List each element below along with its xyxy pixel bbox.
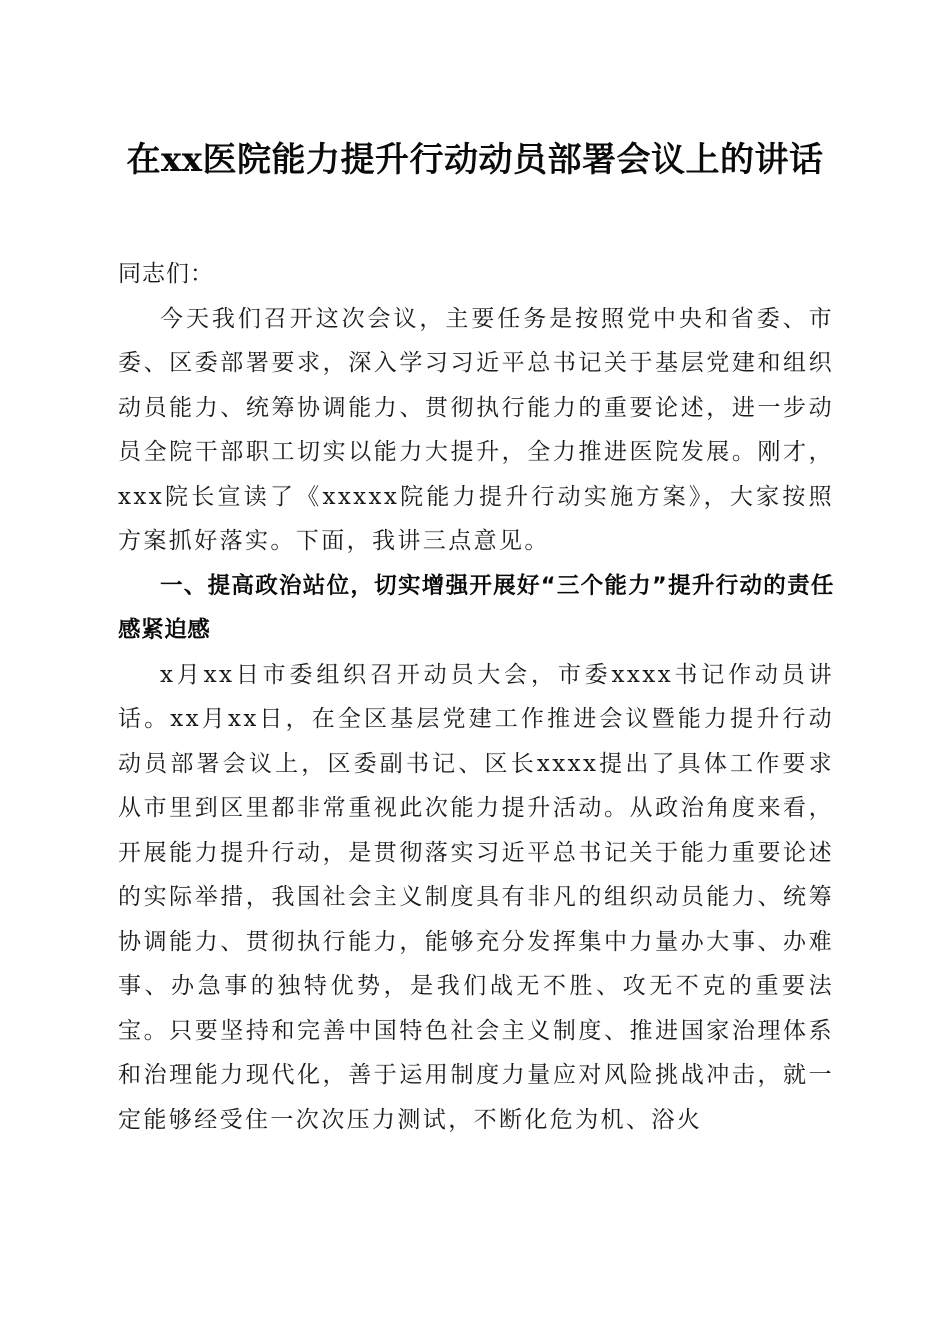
document-body <box>118 252 834 1142</box>
section-1-paragraph: x月xx日市委组织召开动员大会，市委xxxx书记作动员讲话。xx月xx日，在全区基层党建工作推进会议暨能力提升行动动员部署会议上，区委副书记、区长xxxx提出了具体工作要求从市里到区里都非常重视此次能力提升活动。从政治角度来看，开展能力提升行动，是贯彻落实习近平总书记关于能力重要论述的实际举措，我国社会主义制度具有非凡的组织动员能力、统筹协调能力、贯彻执行能力，能够充分发挥集中力量办大事、办难事、办急事的独特优势，是我们战无不胜、攻无不克的重要法宝。只要坚持和完善中国特色社会主义制度、推进国家治理体系和治理能力现代化，善于运用制度力量应对风险挑战冲击，就一定能够经受住一次次压力测试，不断化危为机、浴火 <box>118 661 834 1133</box>
intro-paragraph: 今天我们召开这次会议，主要任务是按照党中央和省委、市委、区委部署要求，深入学习习近平总书记关于基层党建和组织动员能力、统筹协调能力、贯彻执行能力的重要论述，进一步动员全院干部职工切实以能力大提升，全力推进医院发展。刚才，xxx院长宣读了《xxxxx院能力提升行动实施方案》，大家按照方案抓好落实。下面，我讲三点意见。 <box>118 305 834 554</box>
salutation: 同志们： <box>118 261 214 287</box>
document-title: 在xx医院能力提升行动动员部署会议上的讲话 <box>126 140 824 180</box>
section-heading-1: 一、提高政治站位，切实增强开展好“三个能力”提升行动的责任感紧迫感 <box>118 572 834 643</box>
